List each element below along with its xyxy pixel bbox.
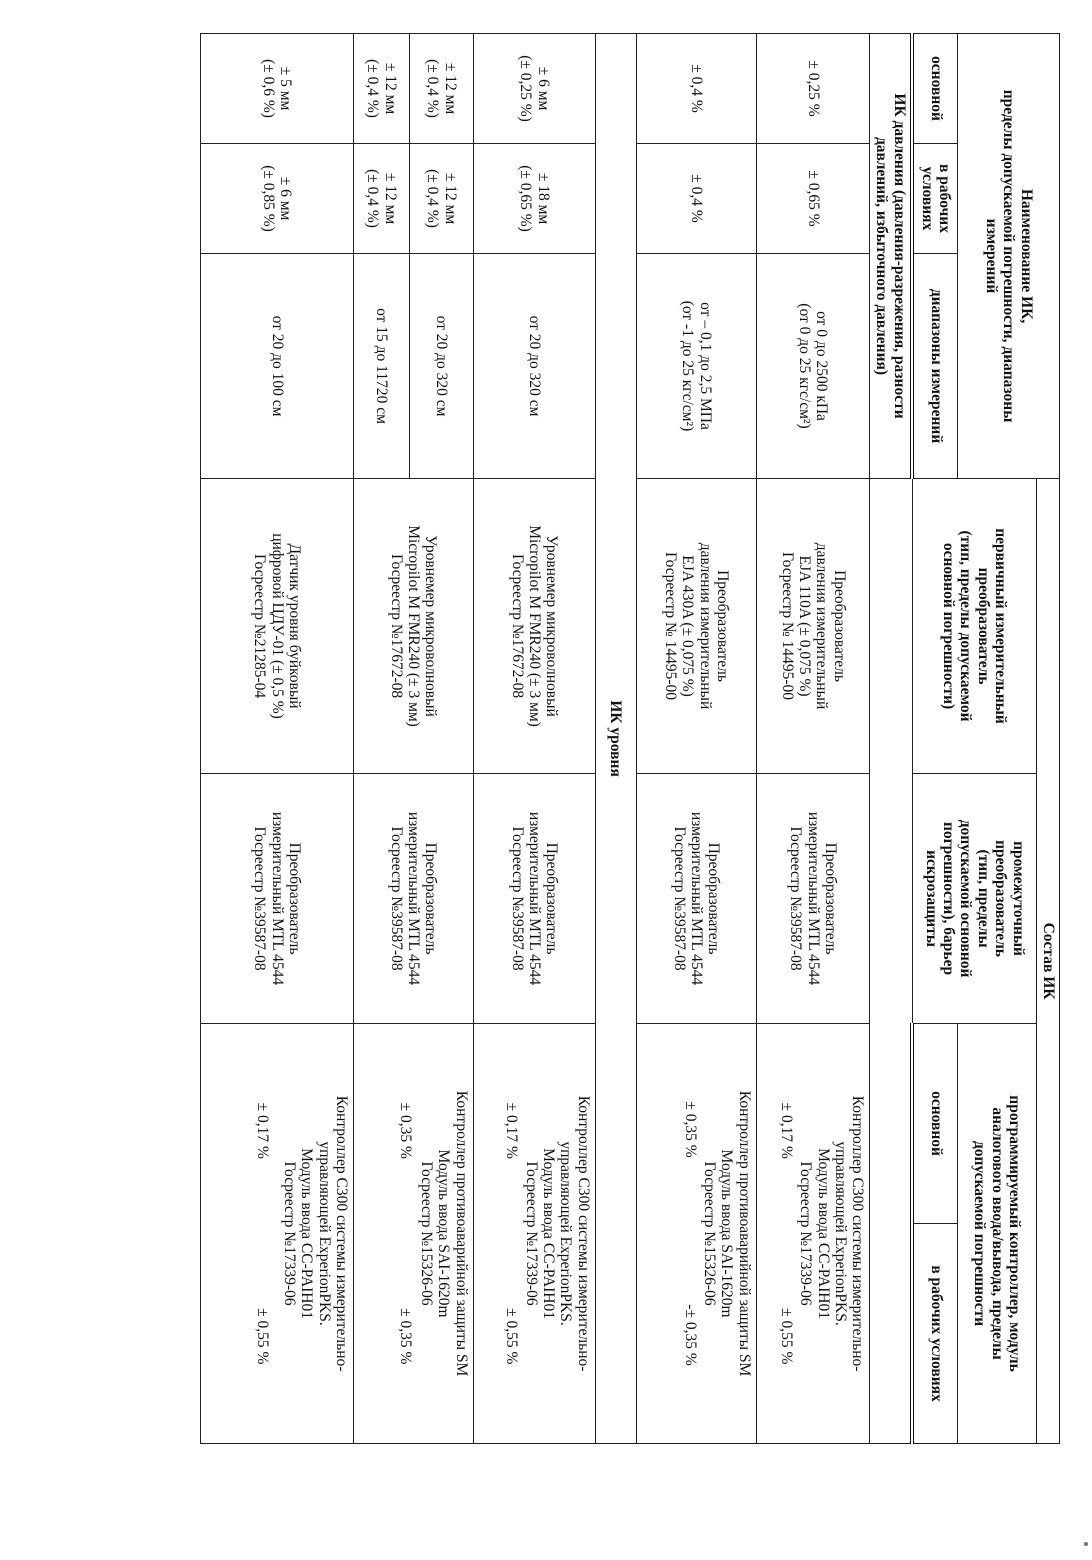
cell-working: ± 18 мм (± 0,65 %): [473, 144, 595, 254]
cell-controller-working: ± 0,55 %: [503, 1308, 521, 1365]
cell-working: ± 0,4 %: [636, 144, 756, 254]
cell-controller-working: ± 0,35 %: [396, 1308, 414, 1365]
cell-intermediate: Преобразователь измерительный MTL 4544 Госреестр №39587-08: [756, 774, 870, 1024]
cell-working: ± 12 мм (± 0,4 %): [409, 144, 473, 254]
cell-controller: Контроллер C300 системы измерительно- управляющей ExperionPKS. Модуль ввода CC-PAIH01 Госреестр №17339-06 ± 0,17 % ± 0,55 %: [756, 1024, 870, 1444]
cell-controller-basic: ± 0,35 %: [396, 1102, 414, 1159]
cell-controller-working: -± 0,35 %: [681, 1304, 699, 1366]
cell-working: ± 6 мм (± 0,85 %): [201, 144, 354, 254]
cell-controller-basic: ± 0,17 %: [253, 1102, 271, 1159]
cell-controller-basic: ± 0,35 %: [681, 1101, 699, 1158]
cell-controller-working: ± 0,55 %: [253, 1308, 271, 1365]
header-working: в рабочих условиях: [912, 144, 957, 254]
cell-basic: ± 6 мм (± 0,25 %): [473, 34, 595, 144]
cell-controller: Контроллер C300 системы измерительно- управляющей ExperionPKS. Модуль ввода CC-PAIH01 Госреестр №17339-06 ± 0,17 % ± 0,55 %: [201, 1024, 354, 1444]
cell-controller: Контроллер C300 системы измерительно- управляющей ExperionPKS. Модуль ввода CC-PAIH01 Госреестр №17339-06 ± 0,17 % ± 0,55 %: [473, 1024, 595, 1444]
header-controller-working: в рабочих условиях: [912, 1224, 957, 1444]
scan-speck: [1084, 1542, 1088, 1546]
header-intermediate: промежуточный преобразователь (тип, пределы допускаемой основной погрешности), барьер искрозащиты: [912, 774, 1036, 1024]
section-level: ИК уровня: [595, 34, 636, 1444]
table-row: [409, 34, 473, 1444]
cell-primary: Преобразователь давления измерительный EJA 110A (± 0,075 %) Госреестр № 14495-00: [756, 479, 870, 774]
cell-primary: Датчик уровня буйковый цифровой ЦДУ-01 (± 0,5 %) Госреестр №21285-04: [201, 479, 354, 774]
cell-range: от 20 до 320 см: [409, 254, 473, 479]
controller-error-values: [778, 1028, 795, 1439]
table-row: [473, 34, 595, 1444]
cell-intermediate: Преобразователь измерительный MTL 4544 Госреестр №39587-08: [636, 774, 756, 1024]
controller-error-values: [503, 1028, 520, 1439]
cell-basic: ± 0,4 %: [636, 34, 756, 144]
cell-range: от – 0,1 до 2,5 МПа (от -1 до 25 кгс/см²): [636, 254, 756, 479]
cell-range: от 0 до 2500 кПа (от 0 до 25 кгс/см²): [756, 254, 870, 479]
header-controller-basic: основной: [912, 1024, 957, 1224]
cell-primary: Преобразователь давления измерительный EJA 430A (± 0,075 %) Госреестр № 14495-00: [636, 479, 756, 774]
cell-working: ± 0,65 %: [756, 144, 870, 254]
table-row: [201, 34, 354, 1444]
header-name-group: Наименование ИК, пределы допускаемой погрешности, диапазоны измерений: [958, 34, 1060, 479]
measurement-channels-table: [200, 33, 1060, 1444]
cell-controller: Контроллер противоаварийной защиты SM Модуль ввода SAI-1620m Госреестр №15326-06 ± 0,35 % ± 0,35 %: [353, 1024, 473, 1444]
cell-primary: Уровнемер микроволновый Micropilot M FMR240 (± 3 мм) Госреестр №17672-08: [353, 479, 473, 774]
cell-controller-basic: ± 0,17 %: [777, 1102, 795, 1159]
cell-basic: ± 5 мм (± 0,6 %): [201, 34, 354, 144]
controller-error-values: [396, 1028, 413, 1439]
rotated-table-wrapper: [200, 33, 1060, 1443]
header-basic: основной: [912, 34, 957, 144]
cell-primary: Уровнемер микроволновый Micropilot M FMR240 (± 3 мм) Госреестр №17672-08: [473, 479, 595, 774]
table-row: [756, 34, 870, 1444]
cell-basic: ± 0,25 %: [756, 34, 870, 144]
header-ranges: диапазоны измерений: [912, 254, 957, 479]
section-pressure-blank: [870, 479, 913, 1444]
cell-controller: Контроллер противоаварийной защиты SM Модуль ввода SAI-1620m Госреестр №15326-06 ± 0,35 % -± 0,35 %: [636, 1024, 756, 1444]
section-pressure: ИК давления (давления-разрежения, разности давлений, избыточного давления): [870, 34, 913, 479]
header-primary: первичный измерительный преобразователь (тип, пределы допускаемой основной погрешности): [912, 479, 1036, 774]
cell-range: от 20 до 100 см: [201, 254, 354, 479]
cell-basic: ± 12 мм (± 0,4 %): [409, 34, 473, 144]
cell-range: от 20 до 320 см: [473, 254, 595, 479]
cell-basic: ± 12 мм (± 0,4 %): [353, 34, 409, 144]
cell-working: ± 12 мм (± 0,4 %): [353, 144, 409, 254]
cell-range: от 15 до 11720 см: [353, 254, 409, 479]
cell-intermediate: Преобразователь измерительный MTL 4544 Госреестр №39587-08: [201, 774, 354, 1024]
cell-controller-working: ± 0,55 %: [777, 1308, 795, 1365]
controller-error-values: [681, 1028, 698, 1439]
cell-controller-basic: ± 0,17 %: [503, 1102, 521, 1159]
cell-intermediate: Преобразователь измерительный MTL 4544 Госреестр №39587-08: [473, 774, 595, 1024]
cell-intermediate: Преобразователь измерительный MTL 4544 Госреестр №39587-08: [353, 774, 473, 1024]
table-row: [636, 34, 756, 1444]
header-controller: программируемый контроллер, модуль аналогового ввода/вывода, пределы допускаемой погрешности: [958, 1024, 1037, 1444]
controller-error-values: [253, 1028, 270, 1439]
header-composition: Состав ИК: [1036, 479, 1059, 1444]
